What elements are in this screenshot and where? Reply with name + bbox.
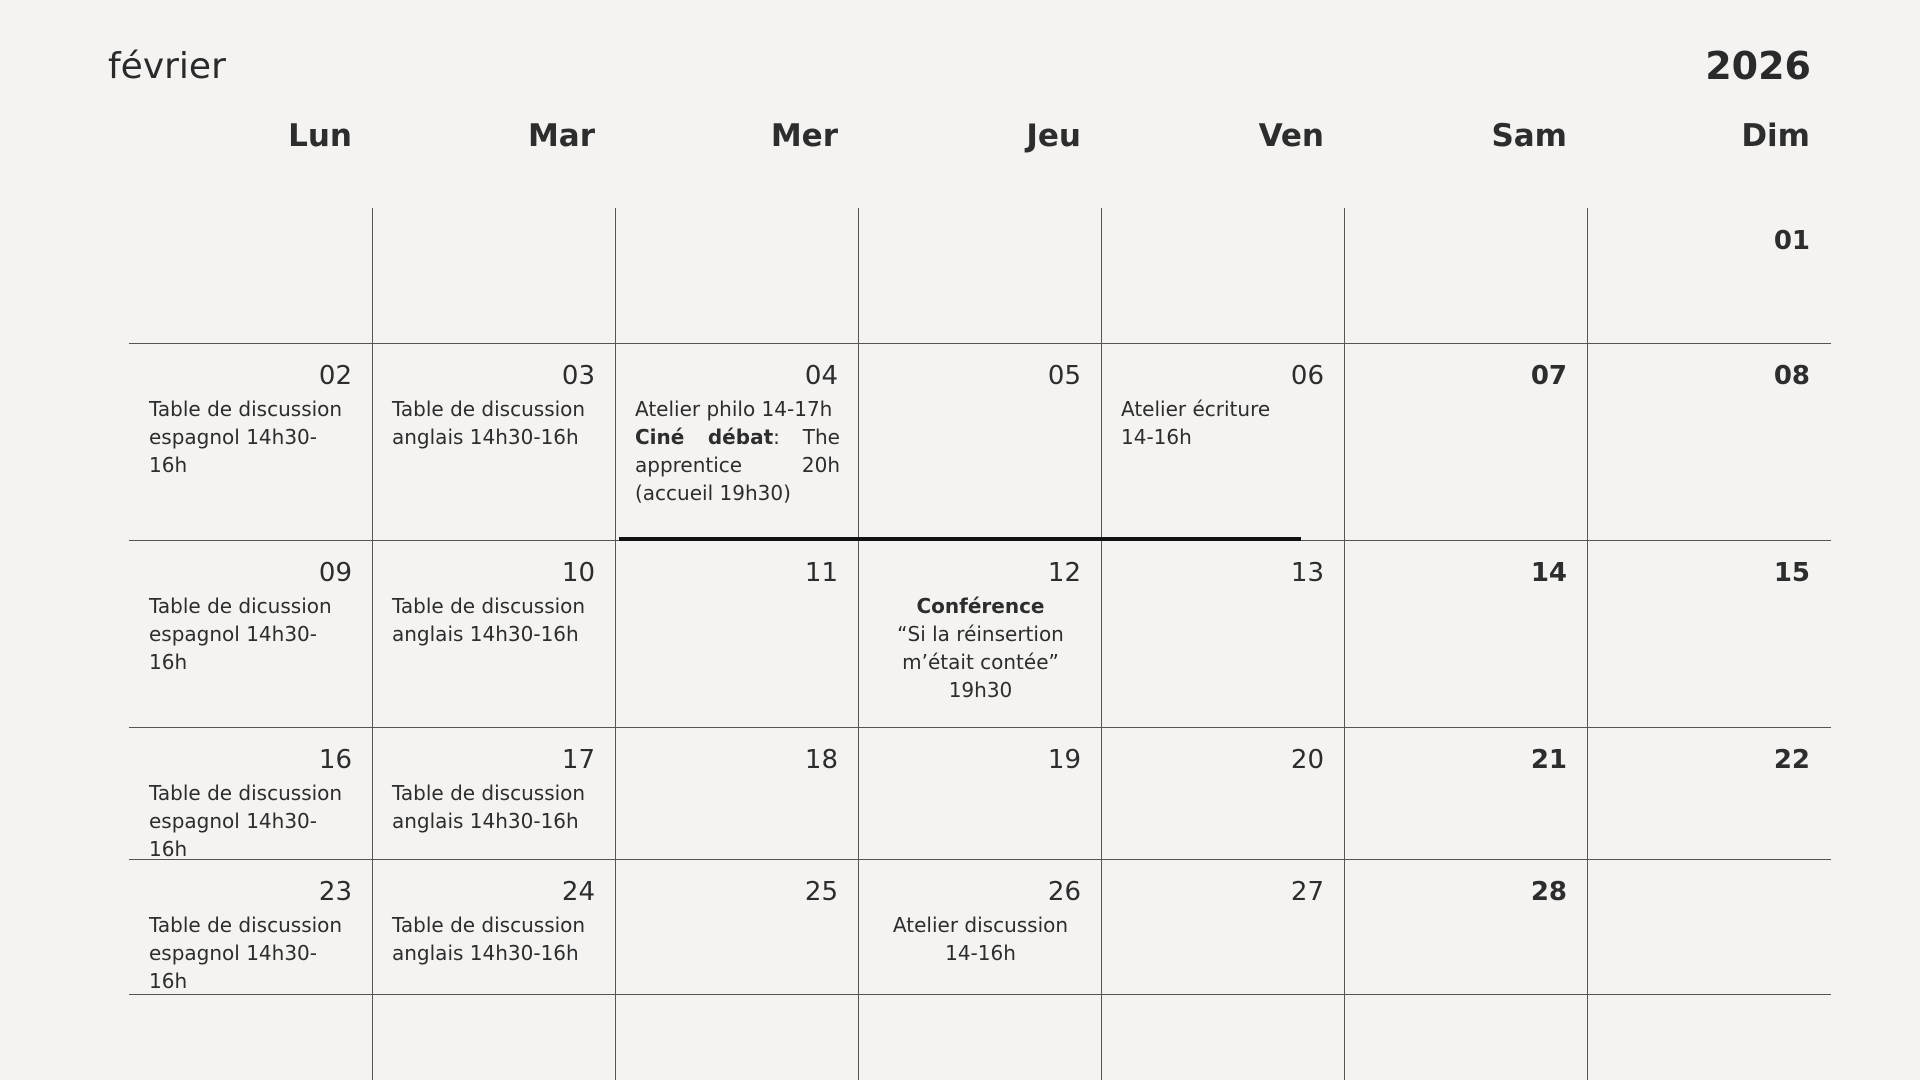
event-line: 14-16h — [945, 941, 1016, 965]
event-text — [392, 779, 597, 835]
day-cell[interactable] — [372, 343, 615, 540]
day-cell[interactable] — [129, 859, 372, 994]
event-text — [149, 592, 354, 676]
event-text — [149, 395, 354, 479]
event-text — [878, 911, 1083, 967]
day-cell[interactable] — [372, 727, 615, 859]
day-cell[interactable] — [615, 727, 858, 859]
day-cell[interactable] — [129, 727, 372, 859]
event-line: “Si la réinsertion — [897, 622, 1064, 646]
weekday-header: Mer — [770, 118, 838, 154]
day-cell[interactable] — [858, 208, 1101, 343]
day-number: 17 — [561, 745, 595, 775]
event-line: Table de discussion — [392, 397, 586, 421]
day-cell[interactable] — [1101, 727, 1344, 859]
event-line: Table de discussion — [149, 913, 343, 937]
day-number: 07 — [1530, 361, 1567, 391]
day-cell[interactable] — [1101, 540, 1344, 727]
day-cell[interactable] — [1101, 208, 1344, 343]
day-cell[interactable] — [615, 208, 858, 343]
day-number: 19 — [1047, 745, 1081, 775]
event-line: anglais 14h30-16h — [392, 425, 579, 449]
weekday-header: Lun — [288, 118, 352, 154]
weekday-header: Sam — [1491, 118, 1567, 154]
day-number: 08 — [1773, 361, 1810, 391]
event-line: Atelier discussion — [892, 913, 1069, 937]
event-line: anglais 14h30-16h — [392, 941, 579, 965]
day-number: 26 — [1047, 877, 1081, 907]
day-cell[interactable] — [858, 859, 1101, 994]
event-line: Table de discussion — [149, 781, 343, 805]
day-number: 01 — [1773, 226, 1810, 256]
day-number: 05 — [1047, 361, 1081, 391]
event-line: Atelier philo 14-17h — [635, 397, 833, 421]
day-number: 04 — [804, 361, 838, 391]
day-number: 22 — [1773, 745, 1810, 775]
divider-bar — [619, 537, 1301, 541]
day-number: 27 — [1290, 877, 1324, 907]
day-cell[interactable] — [1587, 859, 1830, 994]
event-line: Table de discussion — [149, 397, 343, 421]
day-number: 10 — [561, 558, 595, 588]
event-line: Table de discussion — [392, 781, 586, 805]
day-number: 12 — [1047, 558, 1081, 588]
day-cell[interactable] — [1344, 208, 1587, 343]
day-number: 20 — [1290, 745, 1324, 775]
event-title: Conférence — [916, 594, 1045, 618]
day-number: 06 — [1290, 361, 1324, 391]
day-number: 24 — [561, 877, 595, 907]
event-text — [1121, 395, 1326, 451]
event-line: espagnol 14h30-16h — [149, 941, 317, 993]
day-cell[interactable] — [372, 859, 615, 994]
event-text — [149, 779, 354, 863]
day-cell[interactable] — [129, 208, 372, 343]
weekday-header: Ven — [1258, 118, 1324, 154]
day-cell[interactable] — [1344, 343, 1587, 540]
day-cell[interactable] — [858, 727, 1101, 859]
day-number: 15 — [1773, 558, 1810, 588]
day-number: 18 — [804, 745, 838, 775]
day-number: 11 — [804, 558, 838, 588]
day-cell[interactable] — [1587, 343, 1830, 540]
event-text — [392, 911, 597, 967]
weekday-header: Mar — [527, 118, 595, 154]
row-divider — [129, 994, 1831, 995]
day-number: 13 — [1290, 558, 1324, 588]
weekday-header: Jeu — [1026, 118, 1081, 154]
event-line: 19h30 — [948, 678, 1013, 702]
event-text — [149, 911, 354, 995]
day-number: 21 — [1530, 745, 1567, 775]
event-bold-label: Ciné débat — [635, 425, 774, 449]
event-line: 14-16h — [1121, 425, 1192, 449]
day-cell[interactable] — [1587, 727, 1830, 859]
event-text — [392, 592, 597, 648]
event-line: espagnol 14h30-16h — [149, 809, 317, 861]
day-cell[interactable] — [1101, 859, 1344, 994]
day-number: 25 — [804, 877, 838, 907]
event-line: Table de discussion — [392, 913, 586, 937]
day-number: 23 — [318, 877, 352, 907]
day-cell[interactable] — [129, 343, 372, 540]
day-cell[interactable] — [858, 540, 1101, 727]
event-line: Table de discussion — [392, 594, 586, 618]
day-cell[interactable] — [1587, 540, 1830, 727]
event-text — [392, 395, 597, 451]
day-number: 14 — [1530, 558, 1567, 588]
day-number: 16 — [318, 745, 352, 775]
day-cell[interactable] — [1344, 727, 1587, 859]
event-line: anglais 14h30-16h — [392, 622, 579, 646]
day-cell[interactable] — [372, 208, 615, 343]
day-cell[interactable] — [615, 859, 858, 994]
day-cell[interactable] — [1101, 343, 1344, 540]
event-line: m’était contée” — [902, 650, 1059, 674]
event-line: Atelier écriture — [1121, 397, 1271, 421]
day-cell[interactable] — [1587, 208, 1830, 343]
year-title: 2026 — [1705, 44, 1811, 88]
weekday-header: Dim — [1741, 118, 1810, 154]
day-cell[interactable] — [615, 540, 858, 727]
day-cell[interactable] — [372, 540, 615, 727]
event-line: espagnol 14h30-16h — [149, 425, 317, 477]
day-cell[interactable] — [129, 540, 372, 727]
day-number: 09 — [318, 558, 352, 588]
day-cell[interactable] — [1344, 859, 1587, 994]
day-number: 02 — [318, 361, 352, 391]
day-cell[interactable] — [615, 343, 858, 540]
event-line — [635, 423, 840, 507]
event-line: Table de dicussion — [149, 594, 332, 618]
day-number: 28 — [1530, 877, 1567, 907]
day-number: 03 — [561, 361, 595, 391]
month-title: février — [108, 46, 226, 87]
event-detail: : The apprentice 20h (accueil 19h30) — [635, 425, 840, 505]
event-line: anglais 14h30-16h — [392, 809, 579, 833]
event-text — [635, 395, 840, 507]
event-text — [878, 592, 1083, 704]
event-line: espagnol 14h30-16h — [149, 622, 317, 674]
day-cell[interactable] — [1344, 540, 1587, 727]
day-cell[interactable] — [858, 343, 1101, 540]
